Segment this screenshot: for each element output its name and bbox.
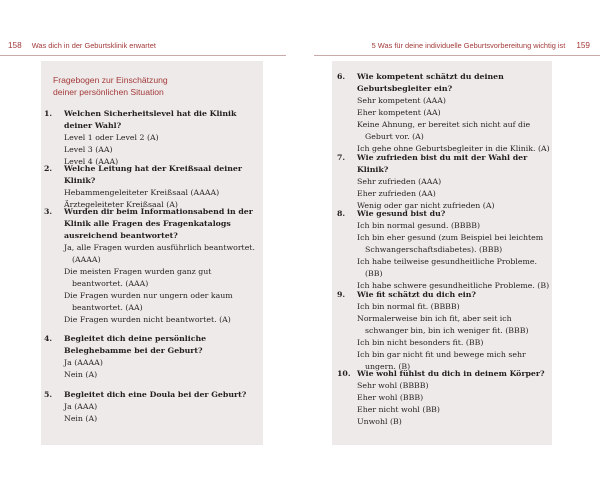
- question-text: Wie zufrieden bist du mit der Wahl der Klinik?: [357, 153, 528, 174]
- answer-option: Ich bin eher gesund (zum Beispiel bei leichtem Schwangerschaftsdiabetes). (BBB): [357, 233, 544, 254]
- answer-option: Normalerweise bin ich fit, aber seit ich schwanger bin, bin ich weniger fit. (BBB): [357, 314, 529, 335]
- question-number: 7.: [337, 153, 346, 162]
- question-number: 1.: [44, 109, 53, 118]
- answer-option: Nein (A): [64, 414, 98, 423]
- running-head-right: [372, 41, 590, 50]
- question-text: Wie gesund bist du?: [357, 209, 446, 218]
- running-head-left-title: Was dich in der Geburtsklinik erwartet: [31, 41, 156, 50]
- answer-option: Ja (AAAA): [64, 358, 103, 367]
- page-number-left: 158: [8, 41, 22, 50]
- question-text: Wie kompetent schätzt du deinen Geburtsbegleiter ein?: [357, 72, 504, 93]
- answer-option: Ja, alle Fragen wurden ausführlich beantwortet. (AAAA): [64, 243, 255, 264]
- answer-option: Die meisten Fragen wurden ganz gut beantwortet. (AAA): [64, 267, 212, 288]
- answer-option: Nein (A): [64, 370, 98, 379]
- answer-option: Level 1 oder Level 2 (A): [64, 133, 159, 142]
- answer-option: Level 3 (AA): [64, 145, 113, 154]
- answer-option: Eher zufrieden (AA): [357, 189, 436, 198]
- question-4: [44, 333, 258, 381]
- question-1: [44, 108, 258, 168]
- answer-option: Keine Ahnung, er bereitet sich nicht auf die Geburt vor. (A): [357, 120, 531, 141]
- questionnaire-box-left: [41, 61, 263, 445]
- question-6: [337, 71, 550, 155]
- answer-option: Ich gehe ohne Geburtsbegleiter in die Klinik. (A): [357, 144, 550, 153]
- question-number: 6.: [337, 72, 346, 81]
- question-text: Begleitet dich eine Doula bei der Geburt?: [64, 390, 247, 399]
- question-number: 2.: [44, 164, 53, 173]
- answer-option: Hebammengeleiteter Kreißsaal (AAAA): [64, 188, 220, 197]
- answer-option: Die Fragen wurden nur ungern oder kaum beantwortet. (AA): [64, 291, 233, 312]
- answer-option: Eher nicht wohl (BB): [357, 405, 440, 414]
- question-text: Wurden dir beim Informationsabend in der Klinik alle Fragen des Fragenkatalogs ausreichend beantwortet?: [64, 207, 253, 240]
- answer-option: Sehr kompetent (AAA): [357, 96, 446, 105]
- question-number: 3.: [44, 207, 53, 216]
- question-3: [44, 206, 258, 326]
- question-text: Begleitet dich deine persönliche Beleghebamme bei der Geburt?: [64, 334, 207, 355]
- question-number: 9.: [337, 290, 346, 299]
- questionnaire-box-right: [332, 61, 552, 445]
- running-head-left: [8, 41, 156, 50]
- answer-option: Eher wohl (BBB): [357, 393, 424, 402]
- answer-option: Ärztegeleiteter Kreißsaal (A): [64, 200, 178, 209]
- running-head-right-title: 5 Was für deine individuelle Geburtsvorbereitung wichtig ist: [371, 41, 566, 50]
- question-5: [44, 389, 258, 425]
- header-rule-right: [314, 55, 600, 56]
- question-number: 8.: [337, 209, 346, 218]
- question-9: [337, 289, 550, 373]
- answer-option: Ich habe teilweise gesundheitliche Probleme. (BB): [357, 257, 537, 278]
- answer-option: Ja (AAA): [64, 402, 98, 411]
- answer-option: Ich habe schwere gesundheitliche Probleme. (B): [357, 281, 550, 290]
- question-text: Welche Leitung hat der Kreißsaal deiner Klinik?: [64, 164, 242, 185]
- answer-option: Ich bin normal gesund. (BBBB): [357, 221, 480, 230]
- page-number-right: 159: [576, 41, 590, 50]
- answer-option: Sehr wohl (BBBB): [357, 381, 429, 390]
- question-10: [337, 368, 550, 428]
- answer-option: Die Fragen wurden nicht beantwortet. (A): [64, 315, 231, 324]
- question-text: Welchen Sicherheitslevel hat die Klinik deiner Wahl?: [64, 109, 237, 130]
- answer-option: Eher kompetent (AA): [357, 108, 441, 117]
- question-text: Wie wohl fühlst du dich in deinem Körper?: [357, 369, 545, 378]
- answer-option: Ich bin nicht besonders fit. (BB): [357, 338, 484, 347]
- box-title-line: Fragebogen zur Einschätzung: [53, 75, 168, 85]
- answer-option: Ich bin normal fit. (BBBB): [357, 302, 460, 311]
- answer-option: Sehr zufrieden (AAA): [357, 177, 442, 186]
- box-title-line: deiner persönlichen Situation: [53, 87, 164, 97]
- question-number: 10.: [337, 369, 351, 378]
- answer-option: Unwohl (B): [357, 417, 402, 426]
- header-rule-left: [0, 55, 286, 56]
- question-number: 5.: [44, 390, 53, 399]
- answer-option: Level 4 (AAA): [64, 157, 119, 166]
- question-number: 4.: [44, 334, 53, 343]
- question-text: Wie fit schätzt du dich ein?: [357, 290, 476, 299]
- answer-option: Wenig oder gar nicht zufrieden (A): [357, 201, 495, 210]
- answer-option: Ich bin gar nicht fit und bewege mich sehr ungern. (B): [357, 350, 526, 371]
- box-title: [53, 74, 168, 98]
- question-7: [337, 152, 550, 212]
- question-2: [44, 163, 258, 211]
- question-8: [337, 208, 550, 292]
